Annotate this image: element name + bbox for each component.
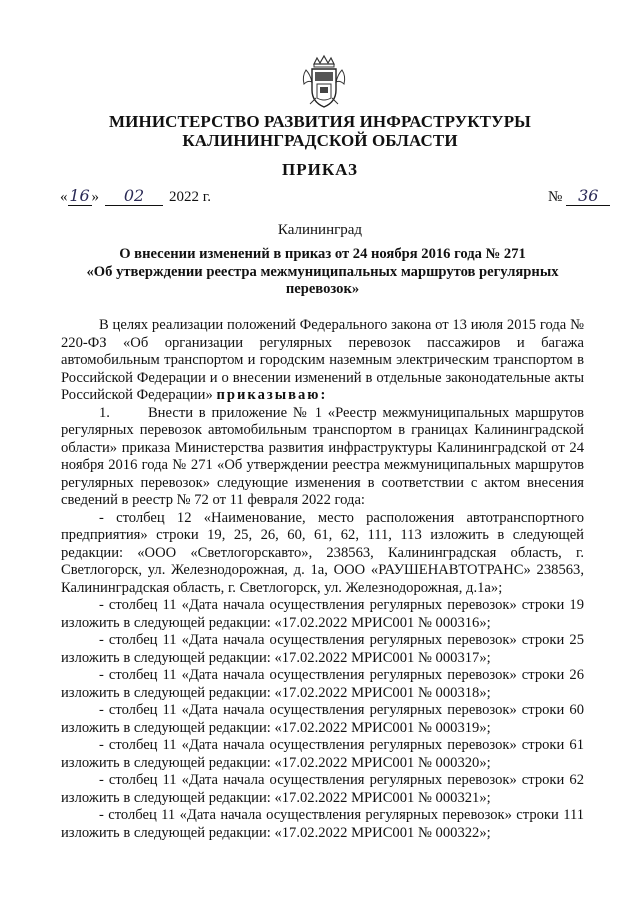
column-11-change-row-111: - столбец 11 «Дата начала осуществления регулярных перевозок» строки 111 изложить в следующей редакции: «17.02.2022 МРИС001 № 000322»; bbox=[61, 807, 584, 841]
order-date bbox=[60, 186, 211, 208]
column-11-change-row-19: - столбец 11 «Дата начала осуществления регулярных перевозок» строки 19 изложить в следующей редакции: «17.02.2022 МРИС001 № 000316»; bbox=[61, 597, 584, 631]
subject-line2: «Об утверждении реестра межмуниципальных маршрутов регулярных bbox=[86, 263, 559, 280]
column-11-change-row-60: - столбец 11 «Дата начала осуществления регулярных перевозок» строки 60 изложить в следующей редакции: «17.02.2022 МРИС001 № 000319»; bbox=[61, 702, 584, 736]
item-1-paragraph bbox=[61, 405, 584, 510]
date-month: 02 bbox=[105, 186, 163, 206]
ministry-name-line1: МИНИСТЕРСТВО РАЗВИТИЯ ИНФРАСТРУКТУРЫ bbox=[109, 112, 531, 131]
column-11-change-row-61: - столбец 11 «Дата начала осуществления регулярных перевозок» строки 61 изложить в следующей редакции: «17.02.2022 МРИС001 № 000320»; bbox=[61, 737, 584, 771]
ministry-name-line2: КАЛИНИНГРАДСКОЙ ОБЛАСТИ bbox=[182, 131, 458, 150]
ministry-name bbox=[0, 112, 640, 150]
order-title: ПРИКАЗ bbox=[282, 160, 358, 179]
date-close-quote: » bbox=[91, 189, 99, 205]
item-1-number: 1. bbox=[99, 404, 110, 421]
preamble-text: В целях реализации положений Федерального закона от 13 июля 2015 года № 220-ФЗ «Об организации регулярных перевозок пассажиров и багажа автомобильным транспортом и городским наземным электрическим транспортом в Российской Федерации и о внесении изменений в отдельные законодательные акты Российской Федерации» bbox=[61, 317, 584, 403]
date-open-quote: « bbox=[60, 189, 68, 205]
order-word: приказываю: bbox=[216, 387, 328, 403]
date-year: 2022 г. bbox=[169, 189, 211, 205]
date-day: 16 bbox=[69, 186, 90, 205]
column-12-change: - столбец 12 «Наименование, место расположения автотранспортного предприятия» строки 19, 25, 26, 60, 61, 62, 111, 113 изложить в следующей редакции: «ООО «Светлогорскавто», 238563, Калининградская область, г. Светлогорск, ул. Железнодорожная, д. 1а, ООО «РАУШЕНАВТОТРАНС» 238563, Калининградская область, г. Светлогорск, ул. Железнодорожная, д.1а»; bbox=[61, 509, 584, 596]
column-11-change-row-62: - столбец 11 «Дата начала осуществления регулярных перевозок» строки 62 изложить в следующей редакции: «17.02.2022 МРИС001 № 000321»; bbox=[61, 772, 584, 806]
preamble-paragraph bbox=[61, 317, 584, 405]
order-body bbox=[61, 317, 584, 842]
city-name: Калининград bbox=[277, 222, 363, 238]
order-number bbox=[548, 186, 610, 206]
order-subject bbox=[60, 246, 585, 299]
column-11-change-row-26: - столбец 11 «Дата начала осуществления регулярных перевозок» строки 26 изложить в следующей редакции: «17.02.2022 МРИС001 № 000318»; bbox=[61, 667, 584, 701]
kaliningrad-coat-of-arms-icon bbox=[300, 54, 348, 110]
subject-line3: перевозок» bbox=[285, 281, 360, 297]
item-1-text: Внести в приложение № 1 «Реестр межмуниципальных маршрутов регулярных перевозок автомобильным транспортом в границах Калининградской области» приказа Министерства развития инфраструктуры Калининградской от 24 ноября 2016 года № 271 «Об утверждении реестра межмуниципальных маршрутов регулярных перевозок» следующие изменения в соответствии с актом внесения сведений в реестр № 72 от 11 февраля 2022 года: bbox=[61, 404, 584, 508]
column-11-change-row-25: - столбец 11 «Дата начала осуществления регулярных перевозок» строки 25 изложить в следующей редакции: «17.02.2022 МРИС001 № 000317»; bbox=[61, 632, 584, 666]
order-number-value: 36 bbox=[566, 186, 610, 206]
subject-line1: О внесении изменений в приказ от 24 ноября 2016 года № 271 bbox=[119, 246, 526, 262]
order-number-prefix: № bbox=[548, 189, 563, 205]
